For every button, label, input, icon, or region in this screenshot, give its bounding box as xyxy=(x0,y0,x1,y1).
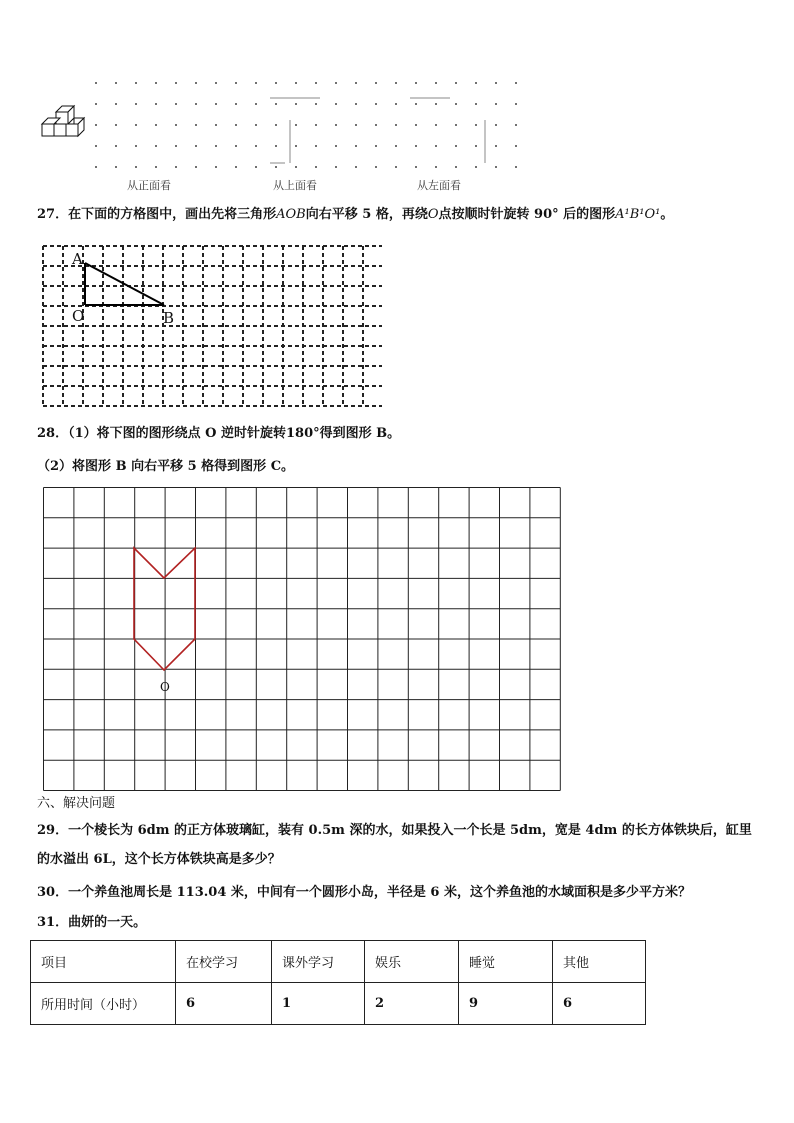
table-cell: 6 xyxy=(176,983,272,1025)
table-row xyxy=(31,983,646,1025)
question-29-line1: 29．一个棱长为 6dm 的正方体玻璃缸，装有 0.5m 深的水，如果投入一个长是 5dm，宽是 4dm 的长方体铁块后，缸里 xyxy=(37,823,752,838)
grid-dot xyxy=(135,124,137,126)
q27-center: O xyxy=(427,207,439,222)
grid-dot xyxy=(435,82,437,84)
grid-dot xyxy=(115,103,117,105)
grid-dot xyxy=(155,124,157,126)
grid-dot xyxy=(475,145,477,147)
table-header-cell: 项目 xyxy=(31,941,176,983)
grid-dot xyxy=(175,82,177,84)
dotted-view-grids xyxy=(90,78,530,173)
table-cell: 6 xyxy=(553,983,646,1025)
grid-dot xyxy=(115,145,117,147)
grid-dot xyxy=(135,166,137,168)
q27-number: 27． xyxy=(37,207,69,222)
grid-dot xyxy=(275,124,277,126)
grid-dot xyxy=(335,145,337,147)
grid-dot xyxy=(515,82,517,84)
question-28-part1: 28．（1）将下图的图形绕点 O 逆时针旋转180°得到图形 B。 xyxy=(37,426,401,441)
grid-dot xyxy=(335,166,337,168)
grid-dot xyxy=(315,166,317,168)
grid-dot xyxy=(95,166,97,168)
grid-dot xyxy=(135,82,137,84)
grid-dot xyxy=(95,145,97,147)
section-6-title: 六、解决问题 xyxy=(37,796,116,811)
grid-dot xyxy=(295,124,297,126)
grid-dot xyxy=(195,166,197,168)
grid-dot xyxy=(95,82,97,84)
grid-dot xyxy=(475,82,477,84)
grid-dot xyxy=(295,166,297,168)
grid-dot xyxy=(375,166,377,168)
grid-dot xyxy=(215,82,217,84)
table-header-row xyxy=(31,941,646,983)
grid-dot xyxy=(355,145,357,147)
grid-dot xyxy=(355,82,357,84)
grid-dot xyxy=(395,103,397,105)
grid-dot xyxy=(235,103,237,105)
q27-triangle: AOB xyxy=(276,207,306,222)
grid-dot xyxy=(355,166,357,168)
grid-dot xyxy=(415,145,417,147)
grid-dot xyxy=(255,145,257,147)
question-27 xyxy=(37,206,673,224)
grid-dot xyxy=(155,166,157,168)
q27-end: 。 xyxy=(660,207,674,222)
grid-dot xyxy=(255,82,257,84)
q27-text-c: 点按顺时针旋转 90° 后的图形 xyxy=(438,207,616,222)
grid-dot xyxy=(275,103,277,105)
grid-dot xyxy=(415,124,417,126)
grid-dot xyxy=(435,166,437,168)
table-header-cell: 睡觉 xyxy=(459,941,553,983)
grid-dot xyxy=(215,166,217,168)
grid-dot xyxy=(235,124,237,126)
grid-dot xyxy=(155,103,157,105)
label-a: A xyxy=(72,250,83,268)
grid-dot xyxy=(235,166,237,168)
question-29-line2: 的水溢出 6L，这个长方体铁块高是多少？ xyxy=(37,852,281,867)
grid-dot xyxy=(235,82,237,84)
grid-dot xyxy=(395,166,397,168)
grid-dot xyxy=(115,166,117,168)
grid-dot xyxy=(315,145,317,147)
grid-dot xyxy=(415,103,417,105)
grid-dot xyxy=(175,124,177,126)
q27-result: A¹B¹O¹ xyxy=(615,207,661,222)
grid-dot xyxy=(495,166,497,168)
view-label-top: 从上面看 xyxy=(273,179,317,192)
grid-dot xyxy=(375,145,377,147)
grid-dot xyxy=(295,82,297,84)
grid-dot xyxy=(355,103,357,105)
grid-dot xyxy=(355,124,357,126)
grid-dot xyxy=(475,166,477,168)
grid-dot xyxy=(135,145,137,147)
grid-dot xyxy=(275,145,277,147)
q27-dashed-grid xyxy=(40,243,382,409)
grid-dot xyxy=(155,145,157,147)
grid-dot xyxy=(395,124,397,126)
view-label-left: 从左面看 xyxy=(417,179,461,192)
grid-dot xyxy=(455,82,457,84)
grid-dot xyxy=(515,103,517,105)
grid-dot xyxy=(95,124,97,126)
grid-dot xyxy=(215,145,217,147)
point-o-label: O xyxy=(160,680,170,694)
table-cell: 9 xyxy=(459,983,553,1025)
grid-dot xyxy=(115,124,117,126)
q27-text-a: 在下面的方格图中，画出先将三角形 xyxy=(68,207,277,222)
grid-dot xyxy=(255,166,257,168)
grid-dot xyxy=(155,82,157,84)
question-30: 30．一个养鱼池周长是 113.04 米，中间有一个圆形小岛，半径是 6 米，这个养鱼池的水域面积是多少平方米？ xyxy=(37,885,691,900)
grid-dot xyxy=(195,82,197,84)
grid-dot xyxy=(475,103,477,105)
grid-dot xyxy=(275,166,277,168)
grid-dot xyxy=(495,103,497,105)
grid-dot xyxy=(315,124,317,126)
cube-stack-figure xyxy=(38,100,94,144)
question-28-part2: （2）将图形 B 向右平移 5 格得到图形 C。 xyxy=(37,459,295,474)
grid-dot xyxy=(335,124,337,126)
q27-text-b: 向右平移 5 格，再绕 xyxy=(305,207,428,222)
grid-dot xyxy=(415,82,417,84)
q28-square-grid xyxy=(43,487,561,792)
grid-dot xyxy=(215,103,217,105)
grid-dot xyxy=(375,103,377,105)
table-header-cell: 其他 xyxy=(553,941,646,983)
grid-dot xyxy=(135,103,137,105)
grid-dot xyxy=(375,82,377,84)
grid-dot xyxy=(455,103,457,105)
grid-dot xyxy=(375,124,377,126)
q31-time-table xyxy=(30,940,646,1025)
grid-dot xyxy=(455,124,457,126)
table-cell: 1 xyxy=(272,983,365,1025)
grid-dot xyxy=(175,145,177,147)
grid-dot xyxy=(515,145,517,147)
grid-dot xyxy=(435,103,437,105)
grid-dot xyxy=(115,82,117,84)
grid-dot xyxy=(515,124,517,126)
table-header-cell: 在校学习 xyxy=(176,941,272,983)
grid-dot xyxy=(395,82,397,84)
grid-dot xyxy=(495,145,497,147)
grid-dot xyxy=(435,145,437,147)
grid-dot xyxy=(455,145,457,147)
grid-dot xyxy=(515,166,517,168)
grid-dot xyxy=(215,124,217,126)
question-31: 31．曲妍的一天。 xyxy=(37,915,147,930)
table-header-cell: 娱乐 xyxy=(365,941,459,983)
grid-dot xyxy=(435,124,437,126)
triangle-side-ab xyxy=(85,263,164,305)
grid-dot xyxy=(255,103,257,105)
grid-dot xyxy=(95,103,97,105)
grid-dot xyxy=(455,166,457,168)
grid-dot xyxy=(175,103,177,105)
table-cell: 2 xyxy=(365,983,459,1025)
grid-dot xyxy=(415,166,417,168)
table-cell: 所用时间（小时） xyxy=(31,983,176,1025)
grid-dot xyxy=(235,145,237,147)
grid-dot xyxy=(315,82,317,84)
grid-dot xyxy=(495,124,497,126)
grid-dot xyxy=(195,145,197,147)
grid-dot xyxy=(295,103,297,105)
table-header-cell: 课外学习 xyxy=(272,941,365,983)
grid-dot xyxy=(315,103,317,105)
grid-dot xyxy=(335,103,337,105)
grid-dot xyxy=(295,145,297,147)
grid-dot xyxy=(495,82,497,84)
grid-dot xyxy=(195,124,197,126)
label-b: B xyxy=(163,309,175,327)
view-label-front: 从正面看 xyxy=(127,179,171,192)
grid-dot xyxy=(255,124,257,126)
grid-dot xyxy=(475,124,477,126)
grid-dot xyxy=(275,82,277,84)
label-o: O xyxy=(72,307,85,325)
grid-dot xyxy=(335,82,337,84)
grid-dot xyxy=(195,103,197,105)
grid-dot xyxy=(175,166,177,168)
grid-dot xyxy=(395,145,397,147)
